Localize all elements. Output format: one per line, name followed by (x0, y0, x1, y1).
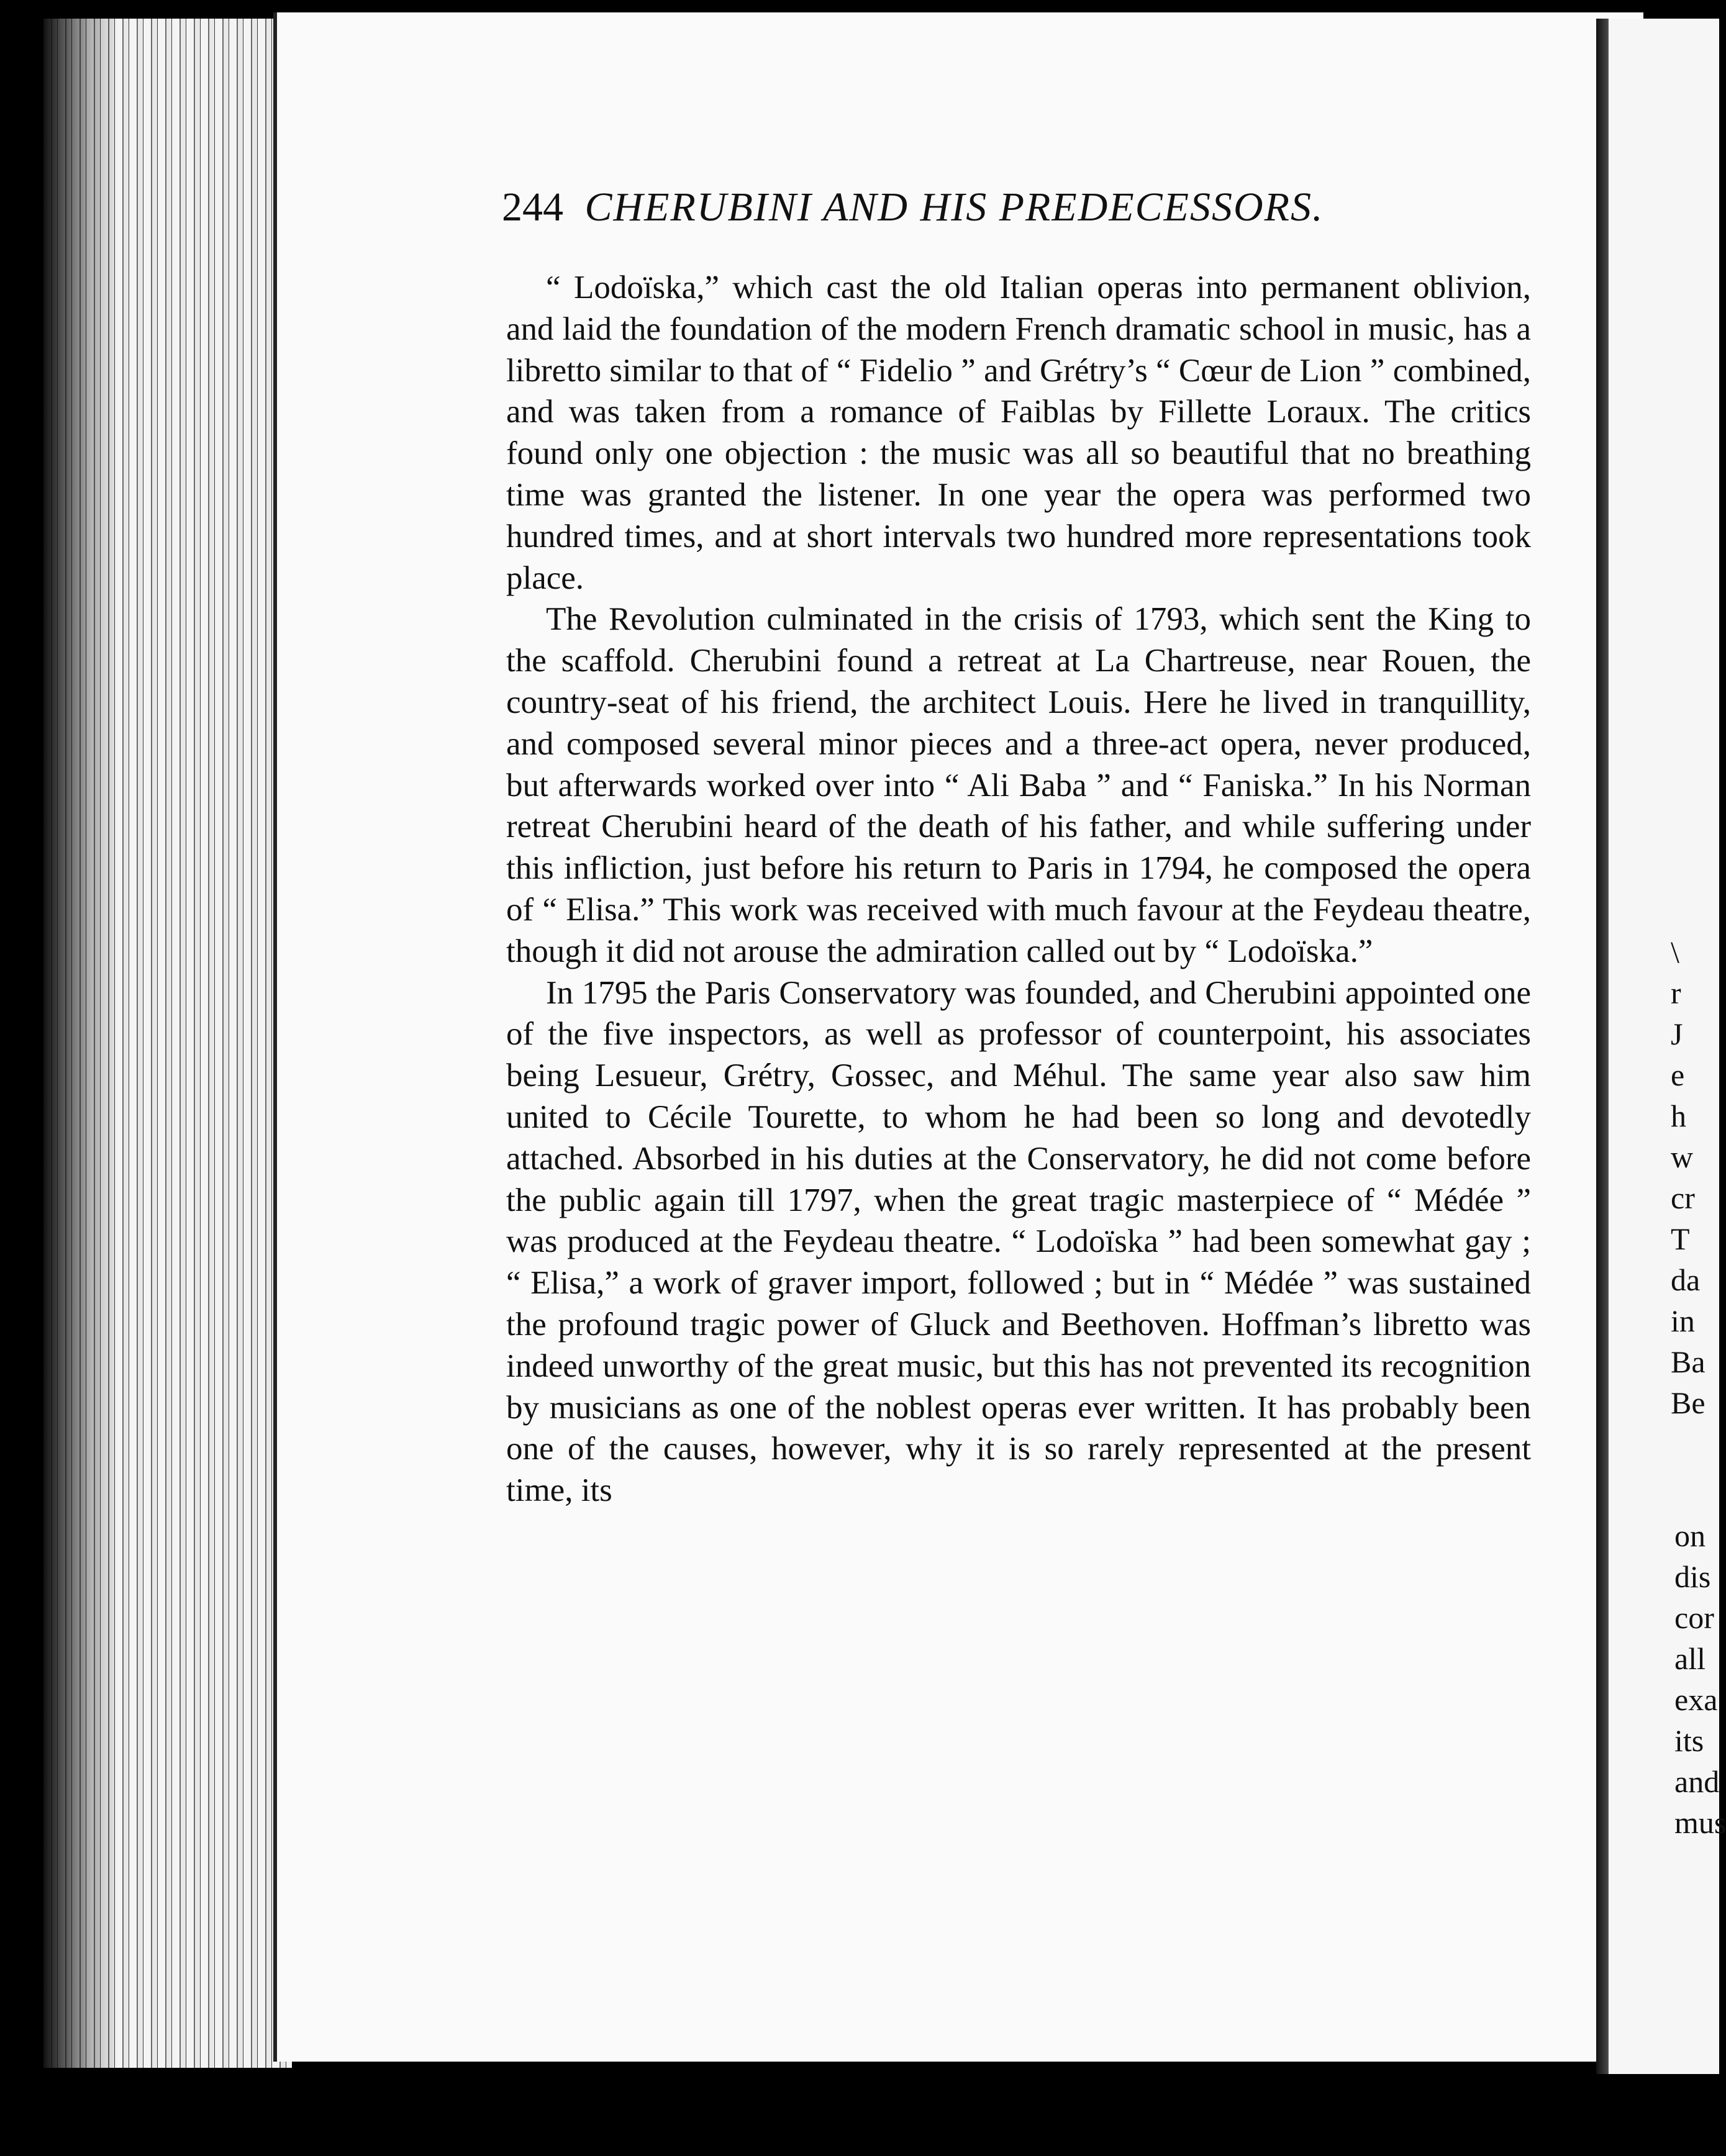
facing-fragment: T (1671, 1221, 1690, 1256)
facing-fragment: e (1671, 1058, 1685, 1092)
facing-fragment: Ba (1671, 1344, 1706, 1379)
facing-fragment: da (1671, 1262, 1701, 1297)
paragraph-conservatory: In 1795 the Paris Conservatory was founded, and Cherubini appointed one of the five inspectors, as well as professor of counterpoint, his associates being Lesueur, Grétry, Gossec, and Méhul. The same year also saw him united to Cécile Tourette, to whom he had been so long and devotedly attached. Absorbed in his duties at the Conservatory, he did not come before the public again till 1797, when the great tragic masterpiece of “ Médée ” was produced at the Feydeau theatre. “ Lodoïska ” had been somewhat gay ; “ Elisa,” a work of graver import, followed ; but in “ Médée ” was sustained the profound tragic power of Gluck and Beethoven. Hoffman’s libretto was indeed unworthy of the great music, but this has not prevented its recognition by musicians as one of the noblest operas ever written. It has probably been one of the causes, however, why it is so rarely represented at the present time, its (506, 974, 1531, 1509)
facing-fragment: J (1671, 1017, 1683, 1051)
facing-fragment: dis (1674, 1559, 1711, 1594)
book-edge-shadow (43, 19, 118, 2068)
body-text (506, 267, 1531, 1511)
facing-fragment: mus (1674, 1805, 1726, 1840)
running-head (502, 184, 1558, 231)
facing-fragment: and (1674, 1764, 1720, 1799)
facing-page-text-upper (1671, 931, 1719, 1423)
facing-fragment: cr (1671, 1180, 1695, 1215)
facing-fragment: r (1671, 976, 1681, 1010)
facing-fragment: w (1671, 1139, 1694, 1174)
paragraph-lodoiska: “ Lodoïska,” which cast the old Italian operas into permanent oblivion, and laid the foundation of the modern French dramatic school in music, has a libretto similar to that of “ Fidelio ” and Grétry’s “ Cœur de Lion ” combined, and was taken from a romance of Faiblas by Fillette Loraux. The critics found only one objection : the music was all so beautiful that no breathing time was granted the listener. In one year the opera was performed two hundred times, and at short intervals two hundred more representations took place. (506, 270, 1531, 596)
paragraph-revolution: The Revolution culminated in the crisis of 1793, which sent the King to the scaffold. Cherubini found a retreat at La Chartreuse, near Rouen, the country-seat of his friend, the architect Louis. Here he lived in tranquillity, and composed several minor pieces and a three-act opera, never produced, but afterwards worked over into “ Ali Baba ” and “ Faniska.” In his Norman retreat Cherubini heard of the death of his father, and while suffering under this infliction, just before his return to Paris in 1794, he composed the opera of “ Elisa.” This work was received with much favour at the Feydeau theatre, though it did not arouse the admiration called out by “ Lodoïska.” (506, 601, 1531, 969)
page-number: 244 (502, 184, 563, 230)
facing-fragment: all (1674, 1641, 1706, 1676)
facing-fragment: exa (1674, 1682, 1718, 1717)
running-title: CHERUBINI AND HIS PREDECESSORS. (584, 184, 1324, 230)
facing-fragment: its (1674, 1723, 1704, 1758)
facing-fragment: \ (1671, 935, 1679, 969)
facing-fragment: on (1674, 1518, 1706, 1553)
facing-page-text-lower (1674, 1515, 1726, 1843)
facing-fragment: in (1671, 1303, 1695, 1338)
facing-fragment: Be (1671, 1385, 1706, 1420)
facing-fragment: cor (1674, 1600, 1714, 1635)
facing-fragment: h (1671, 1098, 1686, 1133)
